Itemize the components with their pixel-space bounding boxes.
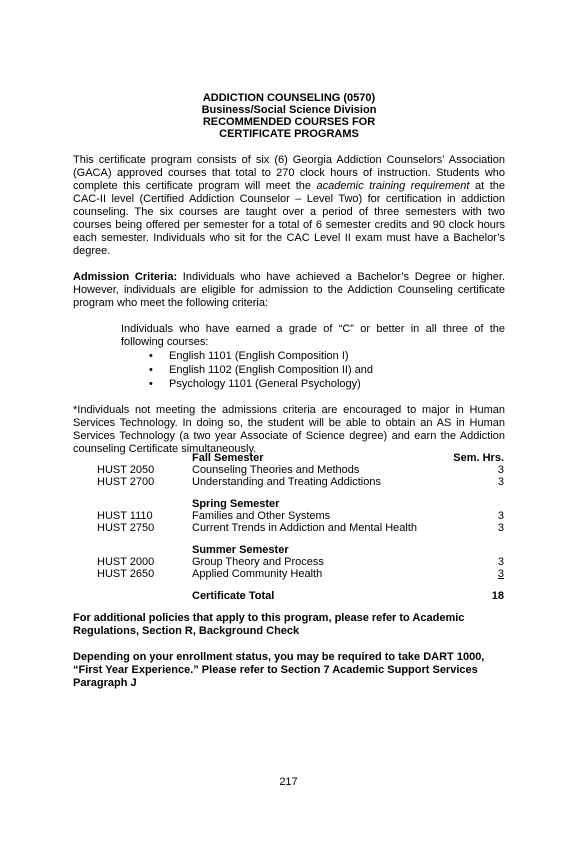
semester-header-spring: [97, 498, 505, 510]
course-hours: 3: [497, 556, 504, 568]
admission-paragraph: [73, 271, 505, 310]
table-row: [97, 568, 505, 580]
list-item: [149, 363, 505, 377]
course-title: Current Trends in Addiction and Mental Health: [192, 522, 418, 534]
course-title: Applied Community Health: [192, 568, 323, 580]
intro-text-2: at the CAC-II level (Certified Addiction Counselor – Level Two) for certification in addiction counseling. The six courses are taught over a period of three semesters with two courses being offered per semester for a total of 6 semester credits and 90 clock hours each semester. Individuals who sit for the CAC Level II exam must have a Bachelor’s degree.: [73, 180, 506, 257]
intro-emphasis: academic training requirement: [316, 180, 470, 192]
course-code: HUST 2650: [97, 568, 155, 580]
course-hours: 3: [497, 476, 504, 488]
policies-note: For additional policies that apply to this program, please refer to Academic Regulations, Section R, Background Check: [73, 612, 465, 637]
bullet-icon: •: [149, 350, 153, 362]
semester-name: Summer Semester: [192, 544, 289, 556]
heading-line-4: CERTIFICATE PROGRAMS: [219, 128, 359, 140]
course-title: Counseling Theories and Methods: [192, 464, 360, 476]
course-hours: 3: [497, 522, 504, 534]
table-row: [97, 510, 505, 522]
prerequisite-item: English 1101 (English Composition I): [169, 350, 349, 362]
dart-note: Depending on your enrollment status, you may be required to take DART 1000, “First Year Experience.” Please refer to Section 7 Academic Support Services Paragraph J: [73, 651, 485, 689]
total-label: Certificate Total: [192, 590, 275, 602]
program-title: ADDICTION COUNSELING (0570): [202, 92, 376, 104]
table-row: [97, 476, 505, 488]
note-paragraph: *Individuals not meeting the admissions criteria are encouraged to major in Human Services Technology. In doing so, the student will be able to obtain an AS in Human Services Technology (a two year Associate of Science degree) and earn the Addiction counseling Certificate simultaneously.: [73, 404, 505, 455]
heading-line-3: RECOMMENDED COURSES FOR: [202, 116, 376, 128]
bullet-icon: •: [149, 364, 153, 376]
closing-notes: [73, 612, 505, 690]
course-hours: 3: [497, 464, 504, 476]
admission-text: Individuals who have achieved a Bachelor’s Degree or higher. However, individuals are eligible for admission to the Addiction Counseling certificate program who meet the following criteria:: [73, 271, 505, 309]
course-hours: 3: [497, 568, 504, 580]
semester-name: Spring Semester: [192, 498, 280, 510]
division-name: Business/Social Science Division: [201, 104, 377, 116]
intro-paragraph: [73, 154, 505, 258]
course-code: HUST 2000: [97, 556, 155, 568]
course-hours: 3: [497, 510, 504, 522]
total-hours: 18: [491, 590, 504, 602]
course-title: Group Theory and Process: [192, 556, 324, 568]
course-code: HUST 1110: [97, 510, 153, 522]
course-code: HUST 2750: [97, 522, 155, 534]
course-title: Understanding and Treating Addictions: [192, 476, 381, 488]
list-item: [149, 377, 505, 391]
bullet-icon: •: [149, 378, 153, 390]
semester-header-fall: [97, 452, 505, 464]
hours-column-header: Sem. Hrs.: [453, 452, 504, 464]
course-code: HUST 2050: [97, 464, 155, 476]
table-row: [97, 556, 505, 568]
intro-text-1: This certificate program consists of six (6) Georgia Addiction Counselors’ Association (GACA) approved courses that total to 270 clock hours of instruction. Students who complete this certificate program will meet the: [73, 154, 505, 192]
criteria-lead: Individuals who have earned a grade of “C” or better in all three of the following courses:: [121, 323, 505, 348]
list-item: [149, 349, 505, 363]
semester-name: Fall Semester: [192, 452, 264, 464]
course-code: HUST 2700: [97, 476, 155, 488]
certificate-total-row: [97, 590, 505, 602]
course-title: Families and Other Systems: [192, 510, 331, 522]
course-schedule: [97, 452, 505, 602]
table-row: [97, 464, 505, 476]
prerequisite-item: English 1102 (English Composition II) and: [169, 364, 374, 376]
admission-label: Admission Criteria:: [73, 271, 178, 283]
prerequisite-list: [149, 349, 505, 391]
semester-header-summer: [97, 544, 505, 556]
page-number: 217: [279, 776, 298, 788]
document-title: [73, 92, 505, 140]
document-body: [73, 92, 505, 456]
table-row: [97, 522, 505, 534]
prerequisite-item: Psychology 1101 (General Psychology): [169, 378, 361, 390]
